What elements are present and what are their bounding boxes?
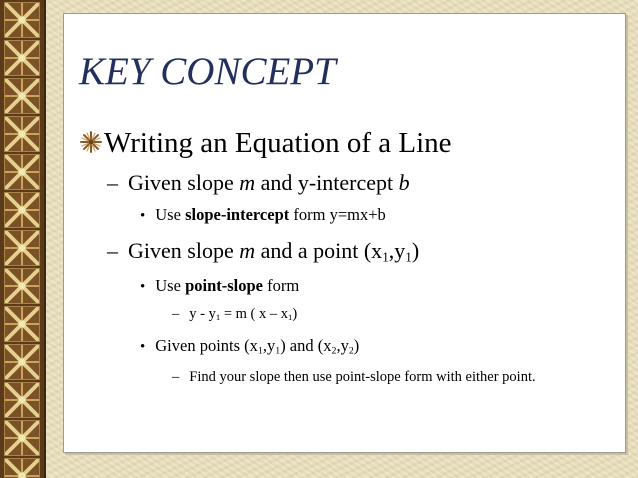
item-bold: point-slope [185,276,263,295]
subscript: 2 [331,345,337,357]
formula-part: = m ( x – x [220,306,288,322]
dot-marker: • [140,279,146,295]
item-text: ) [353,336,360,355]
subscript: 1 [405,249,412,265]
point-slope-formula [172,306,297,323]
item-text: ) and (x [280,336,332,355]
var-m: m [239,238,256,263]
slide-title: KEY CONCEPT [79,50,336,93]
sub-bullet-2 [107,238,419,265]
item-bold: slope-intercept [185,205,290,224]
subscript: 2 [348,345,354,357]
subscript: 1 [382,249,389,265]
subscript: 1 [275,345,281,357]
dash-marker: – [107,170,118,195]
sub-2-text: Given slope [128,238,240,263]
note-text: Find your slope then use point-slope form with either point. [189,369,536,385]
dot-marker: • [140,339,146,355]
sub-2-text-close: ) [411,238,420,263]
formula-part: ) [292,306,298,322]
star-burst-icon [80,131,102,153]
item-text: Given points (x [155,336,258,355]
dash-marker: – [172,369,180,385]
dot-marker: • [140,208,146,224]
subscript: 1 [287,312,293,323]
bullet-level-1 [80,127,452,160]
item-text: ,y [262,336,276,355]
item-text: Use [155,276,186,295]
sub-bullet-1-item [140,205,386,225]
item-text-post: form y=mx+b [289,205,386,224]
dash-marker: – [107,238,118,263]
sub-2-text-mid: and a point (x [255,238,383,263]
sub-bullet-2-item-2 [140,336,359,356]
sub-2-text-comma: ,y [388,238,406,263]
formula-part: y - y [189,306,216,322]
find-slope-note [172,369,536,386]
item-text-post: form [263,276,300,295]
sub-1-text-mid: and y-intercept [255,170,399,195]
sub-bullet-1 [107,170,410,196]
var-m: m [239,170,256,195]
subscript: 1 [215,312,221,323]
sub-1-text: Given slope [128,170,240,195]
sub-bullet-2-item-1 [140,276,299,296]
decorative-border-strip [0,0,46,478]
var-b: b [398,170,410,195]
item-text: Use [155,205,186,224]
item-text: ,y [336,336,349,355]
subscript: 1 [257,345,263,357]
bullet-1-text: Writing an Equation of a Line [104,127,452,159]
dash-marker: – [172,306,180,322]
